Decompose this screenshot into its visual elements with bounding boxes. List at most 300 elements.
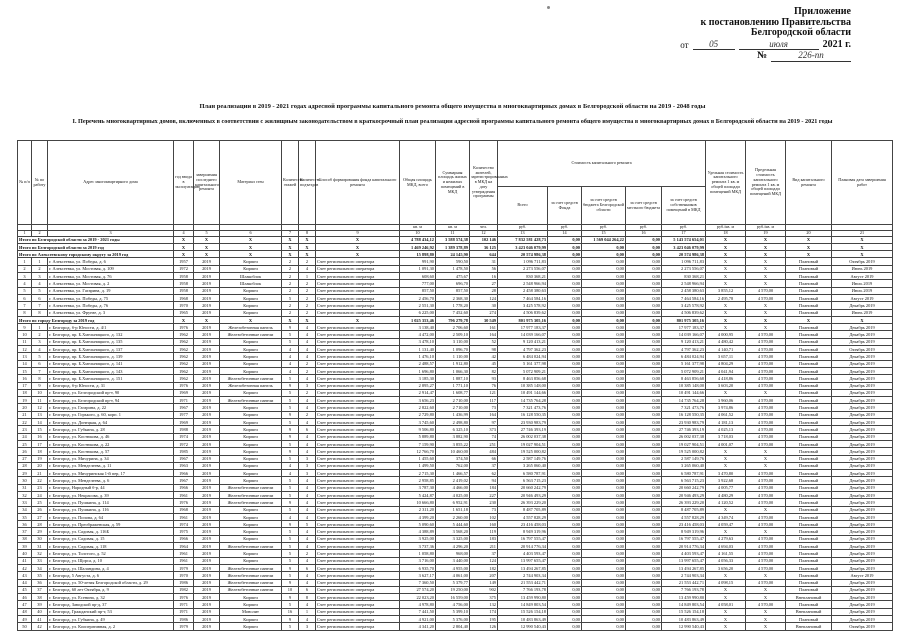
row-entrances: 4 (299, 616, 316, 623)
row-local-cost: 0,00 (626, 535, 662, 542)
row-unit-cost: X (706, 455, 746, 462)
row-kind: Плановый (786, 273, 832, 280)
row-fund-cost: 0,00 (548, 324, 582, 331)
summary-x: X (706, 251, 746, 258)
row-number: 41 (18, 557, 32, 564)
date-prefix: от (680, 39, 689, 50)
row-owners-cost: 10 483 863,49 (662, 616, 706, 623)
summary-x: X (194, 243, 220, 250)
row-local-cost: 0,00 (626, 557, 662, 564)
row-number: 23 (18, 426, 32, 433)
row-fund-cost: 0,00 (548, 616, 582, 623)
row-work-number: 1 (32, 324, 48, 331)
row-fund: Счет регионального оператора (316, 462, 400, 469)
row-fund: Счет регионального оператора (316, 419, 400, 426)
row-wall: Кирпич (220, 550, 282, 557)
column-number: 12 (470, 230, 498, 236)
row-address: г. Белгород, пр. Б.Хмельницкого, д. 141 (48, 360, 174, 367)
row-area: 10 666,80 (400, 499, 436, 506)
row-floors: 9 (282, 324, 299, 331)
summary-area-res: 1 389 378,89 (436, 243, 470, 250)
row-fund: Счет регионального оператора (316, 455, 400, 462)
row-region-cost: 0,00 (582, 579, 626, 586)
row-kind: Плановый (786, 448, 832, 455)
row-area: 4 388,89 (400, 528, 436, 535)
row-deadline: Декабрь 2019 (832, 462, 893, 469)
row-local-cost: 0,00 (626, 433, 662, 440)
row-region-cost: 0,00 (582, 477, 626, 484)
row-year-built: 1988 (174, 426, 194, 433)
row-year-repair: 2019 (194, 557, 220, 564)
row-max-cost: 4 570,00 (746, 535, 786, 542)
row-total: 14 735 764,28 (498, 397, 548, 404)
row-work-number: 8 (32, 309, 48, 316)
row-area: 7 441,50 (400, 608, 436, 615)
row-max-cost: 4 570,00 (746, 499, 786, 506)
row-area: 9 506,80 (400, 426, 436, 433)
summary-region: 0,00 (582, 251, 626, 258)
row-floors: 5 (282, 477, 299, 484)
row-work-number: 11 (32, 397, 48, 404)
row-area-res: 1 066,30 (436, 367, 470, 374)
row-floors: 5 (282, 375, 299, 382)
row-residents: 184 (470, 484, 498, 491)
table-row (18, 484, 893, 491)
row-local-cost: 0,00 (626, 513, 662, 520)
row-area-res: 5 399,10 (436, 608, 470, 615)
row-total: 10 385 148,00 (498, 382, 548, 389)
document-subtitle: I. Перечень многоквартирных домов, включенных в соответствии с жилищным законодательством в краткосрочный план реализации адресной программы капитального ремонта общего имущества в многоквартирных домах в Белгородской области на 2019 - 2021 годы (72, 118, 833, 125)
row-local-cost: 0,00 (626, 623, 662, 630)
row-year-built: 1970 (174, 302, 194, 309)
row-address: г. Белгород, ул. Садовая, д. 118 (48, 543, 174, 550)
row-local-cost: 0,00 (626, 455, 662, 462)
row-owners-cost: 14 039 166,07 (662, 331, 706, 338)
row-total: 9 120 413,21 (498, 338, 548, 345)
row-unit-cost: X (706, 280, 746, 287)
row-unit-cost: X (706, 586, 746, 593)
row-max-cost: 4 570,00 (746, 513, 786, 520)
row-region-cost: 0,00 (582, 499, 626, 506)
row-work-number: 6 (32, 294, 48, 301)
row-entrances: 4 (299, 324, 316, 331)
row-entrances: 2 (299, 389, 316, 396)
row-year-repair: 2019 (194, 389, 220, 396)
row-local-cost: 0,00 (626, 564, 662, 571)
row-address: г. Белгород, ул. Пушкина, д. 114 (48, 499, 174, 506)
row-deadline: Декабрь 2019 (832, 484, 893, 491)
row-residents: 45 (470, 360, 498, 367)
row-address: г. Алексеевка, ул. Мостовая, д. 109 (48, 265, 174, 272)
row-entrances: 4 (299, 484, 316, 491)
row-residents: 37 (470, 462, 498, 469)
subtotal-row (18, 316, 893, 323)
row-address: г. Белгород, пр. Б.Хмельницкого, д. 143 (48, 367, 174, 374)
row-kind: Плановый (786, 440, 832, 447)
row-max-cost: X (746, 324, 786, 331)
subtotal-x: X (316, 316, 400, 323)
row-fund-cost: 0,00 (548, 535, 582, 542)
table-row (18, 455, 893, 462)
row-area-res: 3 325,00 (436, 535, 470, 542)
row-year-built: 1961 (174, 550, 194, 557)
row-area: 3 925,00 (400, 535, 436, 542)
row-owners-cost: 3 265 060,40 (662, 462, 706, 469)
row-max-cost: X (746, 462, 786, 469)
row-fund-cost: 0,00 (548, 338, 582, 345)
row-unit-cost: X (706, 302, 746, 309)
summary-x: X (746, 251, 786, 258)
row-wall: Кирпич (220, 477, 282, 484)
row-area: 3 716,00 (400, 557, 436, 564)
row-kind: Внеплановый (786, 594, 832, 601)
row-region-cost: 0,00 (582, 273, 626, 280)
row-floors: 4 (282, 346, 299, 353)
row-year-built: 1979 (174, 564, 194, 571)
row-total: 15 526 154,18 (498, 608, 548, 615)
row-total: 14 039 166,07 (498, 331, 548, 338)
row-number: 27 (18, 455, 32, 462)
row-year-repair: 2019 (194, 397, 220, 404)
row-number: 31 (18, 484, 32, 491)
row-deadline: X (832, 316, 893, 323)
row-residents: 183 (470, 535, 498, 542)
row-fund-cost: 0,00 (548, 477, 582, 484)
row-residents: 56 (470, 265, 498, 272)
row-max-cost: 4 570,00 (746, 557, 786, 564)
row-residents: 161 (470, 324, 498, 331)
row-year-built: 1982 (174, 586, 194, 593)
row-max-cost: 4 570,00 (746, 404, 786, 411)
summary-x: X (220, 251, 282, 258)
row-region-cost: 0,00 (582, 258, 626, 265)
row-work-number: 4 (32, 280, 48, 287)
row-total: 14 849 803,54 (498, 601, 548, 608)
summary-region: 1 569 044 264,22 (582, 236, 626, 243)
table-row (18, 594, 893, 601)
row-local-cost: 0,00 (626, 477, 662, 484)
row-total: 6 580 787,91 (498, 470, 548, 477)
row-kind: Плановый (786, 258, 832, 265)
row-year-built: 1961 (174, 513, 194, 520)
row-address: г. Белгород, ул. Губкина, д. 28 (48, 426, 174, 433)
row-kind: X (786, 316, 832, 323)
row-work-number: 41 (32, 616, 48, 623)
row-year-built: 1977 (174, 411, 194, 418)
row-number: 4 (18, 280, 32, 287)
row-owners-cost: 19 525 000,82 (662, 448, 706, 455)
row-address: г. Алексеевка, ул. Гагарина, д. 19 (48, 287, 174, 294)
row-wall: Железобетонные панели (220, 572, 282, 579)
row-region-cost: 0,00 (582, 513, 626, 520)
row-wall: Кирпич (220, 601, 282, 608)
row-area-res: 2 706,60 (436, 324, 470, 331)
row-unit-cost: X (706, 265, 746, 272)
summary-fund: 0,00 (548, 251, 582, 258)
row-wall: Кирпич (220, 470, 282, 477)
row-number: 20 (18, 404, 32, 411)
row-owners-cost: 7 321 473,76 (662, 404, 706, 411)
row-year-repair: 2019 (194, 404, 220, 411)
row-floors: 5 (282, 331, 299, 338)
row-region-cost: 0,00 (582, 623, 626, 630)
row-local-cost: 0,00 (626, 470, 662, 477)
summary-x: X (220, 243, 282, 250)
row-fund-cost: 0,00 (548, 265, 582, 272)
row-owners-cost: 13 494 267,85 (662, 564, 706, 571)
column-number: 15 (582, 230, 626, 236)
row-floors: 9 (282, 382, 299, 389)
row-address: г. Алексеевка, ул. Победы, д. 76 (48, 302, 174, 309)
row-owners-cost: 15 526 154,18 (662, 608, 706, 615)
row-wall: Кирпич (220, 616, 282, 623)
row-address: г. Белгород, ул. Донецкая, д. 64 (48, 419, 174, 426)
row-unit-cost: 3 855,12 (706, 287, 746, 294)
table-row (18, 586, 893, 593)
unit-rub-4: руб. (626, 225, 662, 231)
row-total: 7 464 584,16 (498, 294, 548, 301)
row-number: 21 (18, 411, 32, 418)
row-residents: 251 (470, 440, 498, 447)
row-kind: Внеплановый (786, 608, 832, 615)
row-total: 26 393 229,20 (498, 499, 548, 506)
row-floors: 2 (282, 265, 299, 272)
row-deadline: Декабрь 2019 (832, 535, 893, 542)
row-total: 19 027 904,51 (498, 440, 548, 447)
row-total: 2 587 149,76 (498, 455, 548, 462)
row-deadline: Декабрь 2019 (832, 543, 893, 550)
row-entrances: 3 (299, 623, 316, 630)
row-total: 20 660 242,79 (498, 484, 548, 491)
row-residents: 211 (470, 543, 498, 550)
unit-people: чел. (470, 225, 498, 231)
row-max-cost: X (746, 258, 786, 265)
row-unit-cost: 4 480,42 (706, 338, 746, 345)
row-area-res: 3 855,22 (436, 440, 470, 447)
row-floors: 9 (282, 433, 299, 440)
row-kind: Плановый (786, 309, 832, 316)
row-year-repair: 2019 (194, 499, 220, 506)
row-year-built: 1974 (174, 521, 194, 528)
table-row (18, 419, 893, 426)
row-kind: Плановый (786, 302, 832, 309)
row-area: 2 488,57 (400, 360, 436, 367)
row-wall: Кирпич (220, 448, 282, 455)
row-number: 8 (18, 309, 32, 316)
table-row (18, 294, 893, 301)
row-entrances: 6 (299, 586, 316, 593)
col-kind: Вид капитального ремонта (786, 141, 832, 225)
row-area-res: 4 955,00 (436, 564, 470, 571)
row-address: г. Белгород, ул. Горького, д. 60, корп. 1 (48, 411, 174, 418)
row-kind: Плановый (786, 470, 832, 477)
row-wall: Железобетонные панели (220, 543, 282, 550)
row-region-cost: 0,00 (582, 462, 626, 469)
row-max-cost: X (746, 586, 786, 593)
row-total: 12 990 540,43 (498, 623, 548, 630)
row-year-repair: 2019 (194, 302, 220, 309)
row-residents: 902 (470, 586, 498, 593)
row-region-cost: 0,00 (582, 302, 626, 309)
row-entrances: 4 (299, 543, 316, 550)
row-area: 3 787,30 (400, 484, 436, 491)
summary-local: 0,00 (626, 243, 662, 250)
row-region-cost: 0,00 (582, 455, 626, 462)
row-total: 13 459 990,80 (498, 594, 548, 601)
row-number: 37 (18, 528, 32, 535)
row-area: 2 456,70 (400, 294, 436, 301)
row-total: 10 491 144,66 (498, 389, 548, 396)
row-work-number: 23 (32, 484, 48, 491)
row-year-repair: 2019 (194, 543, 220, 550)
row-owners-cost: 2 744 903,34 (662, 572, 706, 579)
table-row (18, 258, 893, 265)
row-residents: 375 (470, 594, 498, 601)
row-total: 7 321 473,76 (498, 404, 548, 411)
summary-x: X (832, 243, 893, 250)
row-area-res: 4 756,00 (436, 601, 470, 608)
summary-region: 0,00 (582, 243, 626, 250)
row-area-res: 1 608,77 (436, 389, 470, 396)
row-residents: 174 (470, 608, 498, 615)
row-address: г. Белгород, ул. Костюкова, д. 57 (48, 448, 174, 455)
row-max-cost: X (746, 572, 786, 579)
row-area: 2 551,30 (400, 302, 436, 309)
row-residents: 484 (470, 448, 498, 455)
row-local-cost: 0,00 (626, 506, 662, 513)
row-max-cost: 4 570,00 (746, 353, 786, 360)
row-fund: Счет регионального оператора (316, 484, 400, 491)
row-owners-cost: 5 072 909,21 (662, 367, 706, 374)
row-work-number: 20 (32, 462, 48, 469)
row-year-repair: 2019 (194, 550, 220, 557)
row-wall: Кирпич (220, 389, 282, 396)
row-year-built: 1961 (174, 557, 194, 564)
row-kind: Плановый (786, 338, 832, 345)
row-fund-cost: 0,00 (548, 411, 582, 418)
row-deadline: Декабрь 2019 (832, 382, 893, 389)
row-residents: 182 (470, 564, 498, 571)
row-deadline: Август 2019 (832, 273, 893, 280)
row-total: 6 484 024,94 (498, 353, 548, 360)
row-year-built: 1962 (174, 353, 194, 360)
table-row (18, 550, 893, 557)
row-owners-cost: 8 463 856,68 (662, 375, 706, 382)
summary-area: 4 788 434,12 (400, 236, 436, 243)
row-owners-cost: 4 403 593,47 (662, 550, 706, 557)
row-owners-cost: 20 660 242,79 (662, 484, 706, 491)
row-total: 8 463 856,68 (498, 375, 548, 382)
col-cost-local: за счет средств местного бюджета (626, 187, 662, 225)
row-entrances: 1 (299, 608, 316, 615)
table-row (18, 367, 893, 374)
column-number: 6 (220, 230, 282, 236)
row-local-cost: 0,00 (626, 309, 662, 316)
row-region-cost: 0,00 (582, 287, 626, 294)
row-floors: 9 (282, 426, 299, 433)
row-max-cost: X (746, 316, 786, 323)
row-area-res: 19 250,00 (436, 586, 470, 593)
row-fund-cost: 0,00 (548, 462, 582, 469)
row-entrances: 3 (299, 382, 316, 389)
row-residents: 27 (470, 280, 498, 287)
row-fund-cost: 0,00 (548, 294, 582, 301)
row-residents: 119 (470, 528, 498, 535)
row-residents: 117 (470, 397, 498, 404)
row-area-res: 5 444,60 (436, 521, 470, 528)
row-owners-cost: 26 393 229,20 (662, 499, 706, 506)
row-residents: 149 (470, 579, 498, 586)
row-owners-cost: 14 735 764,28 (662, 397, 706, 404)
row-region-cost: 0,00 (582, 564, 626, 571)
row-region-cost: 0,00 (582, 382, 626, 389)
row-region-cost: 0,00 (582, 572, 626, 579)
row-fund: Счет регионального оператора (316, 586, 400, 593)
row-year-repair: 2019 (194, 367, 220, 374)
row-kind: Плановый (786, 433, 832, 440)
row-wall: Шлакоблок (220, 280, 282, 287)
row-work-number: 17 (32, 440, 48, 447)
row-residents: 121 (470, 389, 498, 396)
table-row (18, 499, 893, 506)
row-entrances: 4 (299, 477, 316, 484)
row-entrances: 2 (299, 280, 316, 287)
row-region-cost: 0,00 (582, 448, 626, 455)
row-max-cost: X (746, 280, 786, 287)
row-address: г. Белгород, ул. Мичуринская 1-й пер, 17 (48, 470, 174, 477)
row-total: 2 548 966,94 (498, 280, 548, 287)
row-unit-cost: 4 181,13 (706, 419, 746, 426)
appendix-date (680, 39, 851, 51)
row-region-cost: 0,00 (582, 331, 626, 338)
row-fund: Счет регионального оператора (316, 477, 400, 484)
column-number: 1 (18, 230, 32, 236)
row-local-cost: 0,00 (626, 572, 662, 579)
table-row (18, 521, 893, 528)
row-residents: 97 (470, 419, 498, 426)
row-kind: Плановый (786, 397, 832, 404)
row-local-cost: 0,00 (626, 367, 662, 374)
column-number: 9 (316, 230, 400, 236)
column-number: 17 (662, 230, 706, 236)
row-number: 19 (18, 397, 32, 404)
row-owners-cost: 23 930 983,79 (662, 419, 706, 426)
row-residents: 42 (470, 353, 498, 360)
row-unit-cost: X (706, 389, 746, 396)
row-address: г. Белгород, ул. Преображенская, д. 59 (48, 521, 174, 528)
row-deadline: Декабрь 2019 (832, 419, 893, 426)
row-entrances: 4 (299, 338, 316, 345)
row-address: г. Белгород, ул. Губкина, д. 49 (48, 616, 174, 623)
row-deadline: Октябрь 2019 (832, 258, 893, 265)
row-floors: 4 (282, 462, 299, 469)
row-area-res: 1 110,00 (436, 353, 470, 360)
row-max-cost: 4 570,00 (746, 294, 786, 301)
row-year-repair: 2019 (194, 280, 220, 287)
row-work-number: 33 (32, 557, 48, 564)
row-wall: Кирпич (220, 623, 282, 630)
row-year-built: 1970 (174, 572, 194, 579)
row-max-cost: 4 570,00 (746, 360, 786, 367)
row-owners-cost: 6 484 024,94 (662, 353, 706, 360)
col-cost-fund: за счет средств Фонда (548, 187, 582, 225)
row-year-repair: 2019 (194, 433, 220, 440)
row-total: 3 425 578,92 (498, 302, 548, 309)
table-row (18, 623, 893, 630)
row-area: 2 895,27 (400, 382, 436, 389)
row-year-repair: 2019 (194, 419, 220, 426)
row-region-cost: 0,00 (582, 280, 626, 287)
